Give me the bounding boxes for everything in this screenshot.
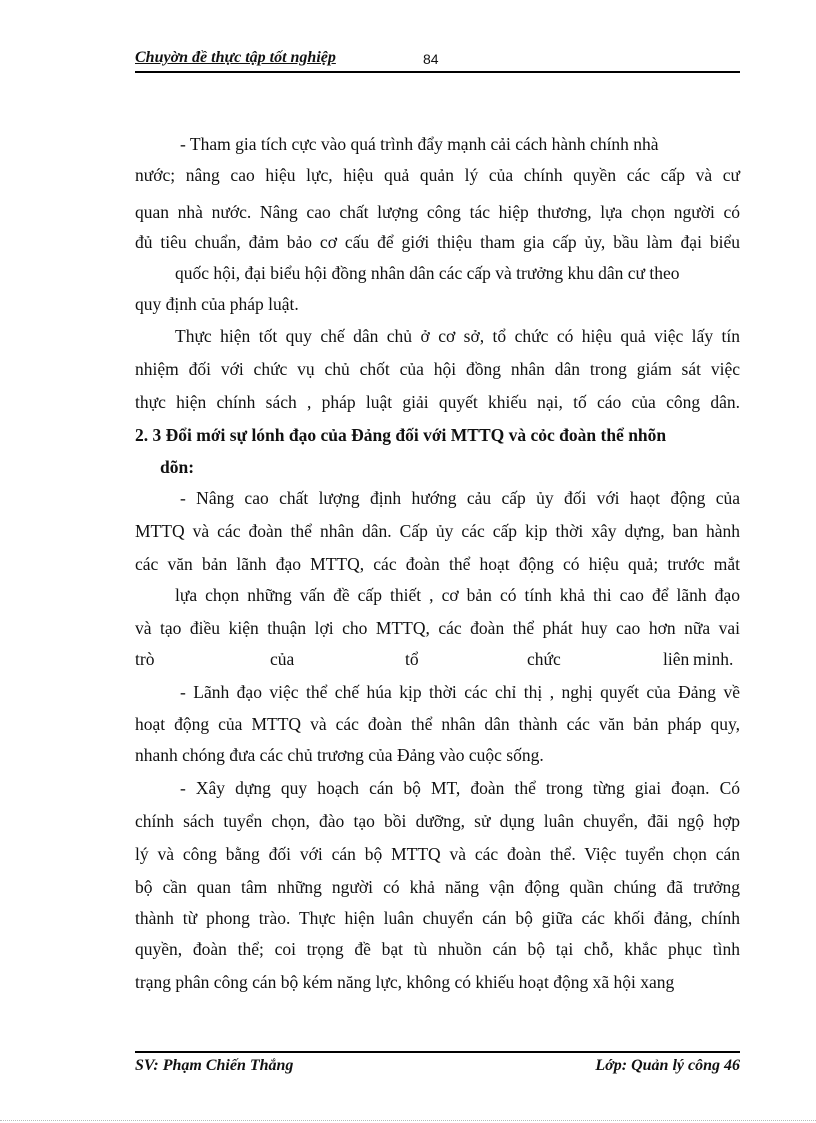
text-line: - Nâng cao chất lượng định hướng cảu cấp ủy đối với haọt động của	[180, 488, 740, 508]
text-line: quyền, đoàn thể; coi trọng đề bạt tù nhuồn cán bộ tại chỗ, khắc phục tình	[135, 939, 740, 959]
footer-class: Lớp: Quản lý công 46	[595, 1057, 740, 1074]
text-line: - Xây dựng quy hoạch cán bộ MT, đoàn thể trong từng giai đoạn. Có	[180, 778, 740, 798]
text-line: hoạt động của MTTQ và các đoàn thể nhân dân thành các văn bản pháp quy,	[135, 714, 740, 734]
word: chức	[527, 649, 561, 669]
text-line: nhanh chóng đưa các chủ trương của Đảng vào cuộc sống.	[135, 745, 544, 765]
text-line: quy định của pháp luật.	[135, 294, 299, 314]
text-line: bộ cần quan tâm những người có khả năng vận động quần chúng đã trưởng	[135, 877, 740, 897]
text-line: quan nhà nước. Nâng cao chất lượng công tác hiệp thương, lựa chọn người có	[135, 202, 740, 222]
text-line: trạng phân công cán bộ kém năng lực, không có khiếu hoạt động xã hội xang	[135, 972, 675, 992]
text-line: chính sách tuyển chọn, đào tạo bồi dưỡng, sử dụng luân chuyển, đãi ngộ hợp	[135, 811, 740, 831]
word: trò	[135, 649, 155, 669]
text-line: lựa chọn những vấn đề cấp thiết , cơ bản có tính khả thi cao để lãnh đạo	[175, 585, 740, 605]
text-line: - Lãnh đạo việc thể chế húa kịp thời các chỉ thị , nghị quyết của Đảng về	[180, 682, 740, 702]
text-line: quốc hội, đại biểu hội đồng nhân dân các cấp và trưởng khu dân cư theo	[175, 263, 680, 283]
text-line: đủ tiêu chuẩn, đảm bảo cơ cấu để giới thiệu tham gia cấp ủy, bầu làm đại biểu	[135, 232, 740, 252]
text-line: các văn bản lãnh đạo MTTQ, các đoàn thể hoạt động có hiệu quả; trước mắt	[135, 554, 740, 574]
word: minh.	[693, 649, 734, 669]
page-number: 84	[423, 51, 439, 67]
section-heading: 2. 3 Đổi mới sự lónh đạo của Đảng đối với MTTQ và cỏc đoàn thể nhõn	[135, 425, 667, 445]
text-line: nước; nâng cao hiệu lực, hiệu quả quản lý của chính quyền các cấp và cư	[135, 165, 740, 185]
text-line: - Tham gia tích cực vào quá trình đẩy mạnh cải cách hành chính nhà	[180, 134, 659, 154]
header-title: Chuyờn đề thực tập tốt nghiệp	[135, 49, 336, 66]
word: tổ	[405, 649, 419, 669]
page-footer	[135, 1051, 740, 1083]
text-line: và tạo điều kiện thuận lợi cho MTTQ, các đoàn thể phát huy cao hơn nữa vai	[135, 618, 740, 638]
section-heading-cont: dõn:	[160, 457, 195, 477]
word: của	[270, 649, 295, 669]
footer-student: SV: Phạm Chiến Thắng	[135, 1057, 294, 1074]
word: liên	[663, 649, 690, 669]
text-line: lý và công bằng đối với cán bộ MTTQ và các đoàn thể. Việc tuyển chọn cán	[135, 844, 740, 864]
text-line: nhiệm đối với chức vụ chủ chốt của hội đồng nhân dân trong giám sát việc	[135, 359, 740, 379]
page-edge-divider	[0, 1120, 816, 1121]
text-line: MTTQ và các đoàn thể nhân dân. Cấp ủy các cấp kịp thời xây dựng, ban hành	[135, 521, 740, 541]
page-header	[135, 47, 740, 73]
text-line: Thực hiện tốt quy chế dân chủ ở cơ sở, tổ chức có hiệu quả việc lấy tín	[175, 326, 740, 346]
text-line: thực hiện chính sách , pháp luật giải quyết khiếu nại, tố cáo của công dân.	[135, 392, 740, 412]
text-line: thành từ phong trào. Thực hiện luân chuyển cán bộ giữa các khối đảng, chính	[135, 908, 740, 928]
